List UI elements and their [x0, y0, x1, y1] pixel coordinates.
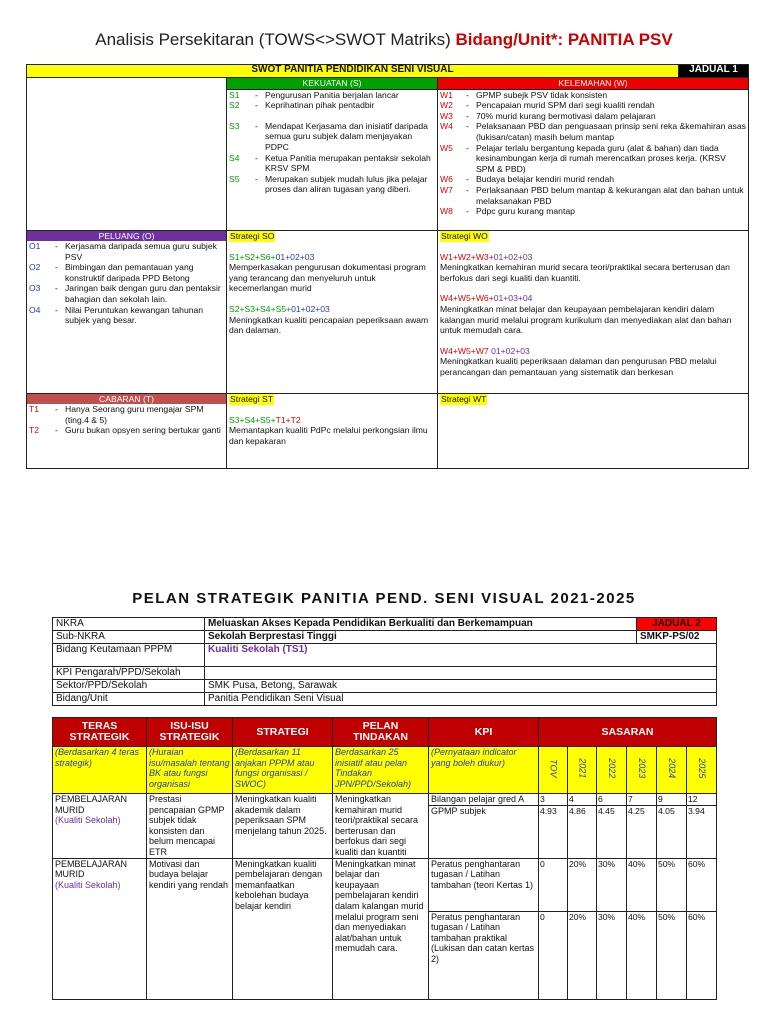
target-value: 12 [687, 794, 717, 806]
strategy-wo-cell [438, 231, 749, 394]
unit-label: Bidang/Unit [53, 693, 205, 706]
strategy-wo-text: Meningkatkan kemahiran murid secara teori/praktikal secara berterusan dan berfokus dari segi kualiti dan kuantiti. [440, 262, 730, 283]
strategy-st-text: Memantapkan kualiti PdPc melalui perkongsian ilmu dan kepakaran [229, 425, 428, 446]
header-pelan: PELAN TINDAKAN [333, 718, 429, 747]
weakness-item: W5 - Pelajar terlalu bergantung kepada guru (alat & bahan) dan tiada kesinambungan kerja di rumah merencatkan proses kerja. (KRSV SPM & PBD) [440, 142, 726, 174]
swot-title: SWOT PANITIA PENDIDIKAN SENI VISUAL [27, 65, 679, 78]
target-value: 4.25 [627, 805, 657, 858]
table-row-teras: PEMBELAJARAN MURID (Kualiti Sekolah) [53, 794, 147, 859]
nkra-value: Meluaskan Akses Kepada Pendidikan Berkualiti dan Berkemampuan [205, 618, 637, 631]
strategic-plan-table [52, 717, 717, 1000]
target-value: 4.93 [539, 805, 568, 858]
year-header: 2021 [568, 747, 597, 794]
threat-item: T2 - Guru bukan opsyen sering bertukar ganti [29, 425, 221, 436]
target-value: 4.05 [657, 805, 687, 858]
strategy-so-codes: S1+S2+S6+01+02+03 [229, 251, 315, 262]
target-value: 4 [568, 794, 597, 806]
header-kpi: KPI [429, 718, 539, 747]
target-value: 60% [687, 858, 717, 911]
strategy-st-codes: S3+S4+S5+T1+T2 [229, 414, 301, 425]
table-row-pelan: Meningkatkan kemahiran murid teori/praktikal secara berterusan dan berfokus dari segi kualiti dan kuantiti [333, 794, 429, 859]
strength-item: S1 - Pengurusan Panitia berjalan lancar [229, 89, 399, 100]
header-strategi: STRATEGI [233, 718, 333, 747]
subnkra-value: Sekolah Berprestasi Tinggi [205, 631, 637, 644]
threats-cell [27, 394, 227, 469]
opportunities-header: PELUANG (O) [27, 231, 226, 241]
page-title-highlight: Bidang/Unit*: PANITIA PSV [455, 30, 673, 49]
strengths-cell [227, 89, 438, 230]
strategy-wo-codes: W1+W2+W3+01+02+03 [440, 251, 533, 262]
year-header: 2025 [687, 747, 717, 794]
strengths-header: KEKUATAN (S) [227, 78, 438, 90]
subheader-strategi: (Berdasarkan 11 anjakan PPPM atau fungsi organisasi / SWOC) [233, 747, 333, 794]
target-value: 3 [539, 794, 568, 806]
opportunity-item: O2 - Bimbingan dan pemantauan yang konstruktif daripada PPD Betong [29, 262, 194, 283]
bidang-label: Bidang Keutamaan PPPM [53, 644, 205, 667]
plan-title: PELAN STRATEGIK PANITIA PEND. SENI VISUAL 2021-2025 [132, 590, 636, 607]
swot-empty-cell [27, 78, 227, 231]
table-row-kpi: Peratus penghantaran tugasan / Latihan tambahan (teori Kertas 1) [429, 858, 539, 911]
page-title [0, 30, 768, 50]
nkra-label: NKRA [53, 618, 205, 631]
table-row-kpi: GPMP subjek [429, 805, 539, 858]
target-value: 30% [597, 911, 627, 999]
threat-item: T1 - Hanya Seorang guru mengajar SPM (ting.4 & 5) [29, 404, 204, 425]
opportunities-cell [27, 231, 227, 394]
bidang-value: Kualiti Sekolah (TS1) [205, 644, 717, 667]
strength-item: S3 - Mendapat Kerjasama dan inisiatif daripada semua guru subjek dalam menjayakan PDPC [229, 120, 428, 152]
target-value: 20% [568, 858, 597, 911]
strategy-wo-text: Meningkatkan kualiti peperiksaan dalaman dan pengurusan PBD melalui perancangan dan pemantauan yang sistematik dan berkesan [440, 356, 717, 377]
target-value: 0 [539, 911, 568, 999]
weakness-item: W1 - GPMP subejk PSV tidak konsisten [440, 89, 608, 100]
strategy-st-label: Strategi ST [230, 394, 273, 404]
strategy-wo-text: Meningkatkan minat belajar dan keupayaan pembelajaran kendiri dalam kalangan murid melalui program kurikulum dan menyediakan alat dan bahan untuk memudah cara. [440, 303, 732, 336]
weaknesses-cell [438, 89, 749, 230]
year-header: 2023 [627, 747, 657, 794]
weaknesses-header: KELEMAHAN (W) [438, 78, 749, 90]
strength-item: S2 - Keprihatinan pihak pentadbir [229, 100, 375, 111]
strength-item: S4 - Ketua Panitia merupakan pentaksir sekolah KRSV SPM [229, 152, 431, 174]
target-value: 40% [627, 858, 657, 911]
opportunity-item: O4 - Nilai Peruntukan kewangan tahunan subjek yang besar. [29, 304, 204, 326]
strategy-so-cell [227, 231, 438, 394]
strategy-wt-label: Strategi WT [441, 394, 487, 404]
table-row-strategi: Meningkatkan kualiti pembelajaran dengan memanfaatkan kebolehan budaya belajar kendiri [233, 858, 333, 999]
target-value: 50% [657, 858, 687, 911]
target-value: 60% [687, 911, 717, 999]
table-row-kpi: Bilangan pelajar gred A [429, 794, 539, 806]
page-title-prefix: Analisis Persekitaran (TOWS<>SWOT Matriks) [95, 30, 456, 49]
weakness-item: W7 - Perlaksanaan PBD belum mantap & kekurangan alat dan bahan untuk melaksanakan PBD [440, 184, 744, 206]
plan-code: SMKP-PS/02 [637, 631, 717, 644]
subheader-teras: (Berdasarkan 4 teras strategik) [53, 747, 147, 794]
threats-header: CABARAN (T) [27, 394, 226, 404]
opportunity-item: O1 - Kerjasama daripada semua guru subjek PSV [29, 241, 217, 262]
year-header: 2022 [597, 747, 627, 794]
kpi-pengarah-label: KPI Pengarah/PPD/Sekolah [53, 667, 205, 680]
jadual-1-badge: JADUAL 1 [679, 65, 749, 78]
target-value: 4.86 [568, 805, 597, 858]
strategy-so-label: Strategi SO [230, 231, 275, 241]
sektor-value: SMK Pusa, Betong, Sarawak [205, 680, 717, 693]
target-value: 0 [539, 858, 568, 911]
year-header: TOV [539, 747, 568, 794]
table-row-kpi: Peratus penghantaran tugasan / Latihan tambahan praktikal (Lukisan dan catan kertas 2) [429, 911, 539, 999]
target-value: 50% [657, 911, 687, 999]
target-value: 30% [597, 858, 627, 911]
header-isu: ISU-ISU STRATEGIK [147, 718, 233, 747]
target-value: 40% [627, 911, 657, 999]
weakness-item: W3 - 70% murid kurang bermotivasi dalam pelajaran [440, 110, 656, 121]
table-row-teras: PEMBELAJARAN MURID (Kualiti Sekolah) [53, 858, 147, 999]
strategy-wo-codes: W4+W5+W7 01+02+03 [440, 345, 530, 356]
table-row-isu: Motivasi dan budaya belajar kendiri yang rendah [147, 858, 233, 999]
kpi-pengarah-value [205, 667, 717, 680]
target-value: 3.94 [687, 805, 717, 858]
header-teras: TERAS STRATEGIK [53, 718, 147, 747]
target-value: 4.45 [597, 805, 627, 858]
table-row-pelan: Meningkatkan minat belajar dan keupayaan pembelajaran kendiri dalam kalangan murid melalui program seni dan menyediakan alat/bahan untuk memudah cara. [333, 858, 429, 999]
strategy-wo-codes: W4+W5+W6+01+03+04 [440, 293, 533, 304]
header-sasaran: SASARAN [539, 718, 717, 747]
target-value: 7 [627, 794, 657, 806]
opportunity-item: O3 - Jaringan baik dengan guru dan pentaksir bahagian dan sekolah lain. [29, 283, 221, 304]
strategy-st-cell [227, 394, 438, 469]
subheader-pelan: Berdasarkan 25 inisiatif atau pelan Tindakan JPN/PPD/Sekolah) [333, 747, 429, 794]
target-value: 20% [568, 911, 597, 999]
weakness-item: W2 - Pencapaian murid SPM dari segi kualiti rendah [440, 100, 655, 111]
plan-info-table [52, 617, 717, 706]
swot-table [26, 64, 749, 469]
target-value: 9 [657, 794, 687, 806]
subnkra-label: Sub-NKRA [53, 631, 205, 644]
table-row-isu: Prestasi pencapaian GPMP subjek tidak konsisten dan belum mencapai ETR [147, 794, 233, 859]
weakness-item: W4 - Pelaksanaan PBD dan penguasaan prinsip seni reka &kemahiran asas (lukisan/catan) masih belum mantap [440, 121, 746, 142]
sektor-label: Sektor/PPD/Sekolah [53, 680, 205, 693]
weakness-item: W8 - Pdpc guru kurang mantap [440, 206, 575, 217]
subheader-kpi: (Pernyataan indicator yang boleh diukur) [429, 747, 539, 794]
strategy-so-text: Memperkasakan pengurusan dokumentasi program yang terancang dan menyeluruh untuk kecemerlangan murid [229, 262, 426, 294]
weakness-item: W6 - Budaya belajar kendiri murid rendah [440, 174, 615, 185]
jadual-2-badge: JADUAL 2 [637, 618, 717, 631]
target-value: 6 [597, 794, 627, 806]
strategy-wt-cell [438, 394, 749, 469]
strategy-wo-label: Strategi WO [441, 231, 488, 241]
unit-value: Panitia Pendidikan Seni Visual [205, 693, 717, 706]
table-row-strategi: Meningkatkan kualiti akademik dalam peperiksaan SPM menjelang tahun 2025. [233, 794, 333, 859]
strategy-so-codes: S2+S3+S4+S5+01+02+03 [229, 303, 330, 314]
strength-item: S5 - Merupakan subjek mudah lulus jika pelajar proses dan aliran tugasan yang diberi. [229, 173, 428, 195]
strategy-so-text: Meningkatkan kualiti pencapaian peperiksaan awam dan dalaman. [229, 314, 429, 336]
subheader-isu: (Huraian isu/masalah tentang BK atau fungsi organisasi [147, 747, 233, 794]
year-header: 2024 [657, 747, 687, 794]
